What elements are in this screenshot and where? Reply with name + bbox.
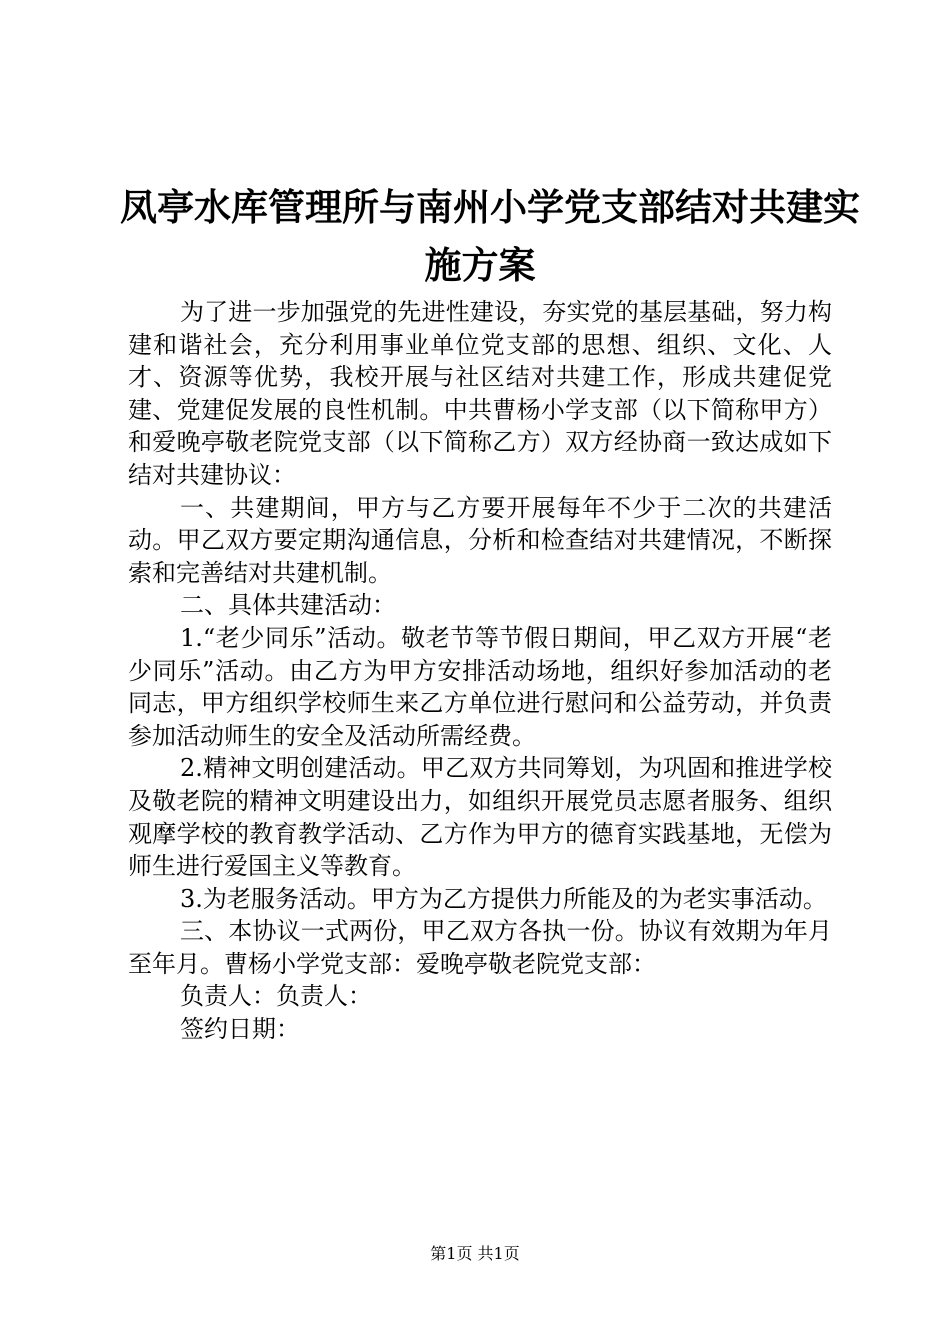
title-line-2: 施方案	[424, 243, 536, 287]
page-number-footer: 第1页 共1页	[430, 1244, 520, 1263]
responsible-person-line: 负责人：负责人：	[180, 982, 372, 1011]
clause-two-heading: 二、具体共建活动：	[180, 591, 396, 620]
activity-one-paragraph: 1.“老少同乐”活动。敬老节等节假日期间，甲乙双方开展“老少同乐”活动。由乙方为甲方安排活动场地，组织好参加活动的老同志，甲方组织学校师生来乙方单位进行慰问和公益劳动，并负责参加活动师生的安全及活动所需经费。	[128, 623, 832, 750]
clause-three-paragraph: 三、本协议一式两份，甲乙双方各执一份。协议有效期为年月至年月。曹杨小学党支部：爱晚亭敬老院党支部：	[128, 917, 832, 978]
intro-paragraph: 为了进一步加强党的先进性建设，夯实党的基层基础，努力构建和谐社会，充分利用事业单位党支部的思想、组织、文化、人才、资源等优势，我校开展与社区结对共建工作，形成共建促党建、党建促发展的良性机制。中共曹杨小学支部（以下简称甲方）和爱晚亭敬老院党支部（以下简称乙方）双方经协商一致达成如下结对共建协议：	[128, 298, 832, 489]
activity-two-paragraph: 2.精神文明创建活动。甲乙双方共同筹划，为巩固和推进学校及敬老院的精神文明建设出力，如组织开展党员志愿者服务、组织观摩学校的教育教学活动、乙方作为甲方的德育实践基地，无偿为师生进行爱国主义等教育。	[128, 754, 832, 881]
activity-three-paragraph: 3.为老服务活动。甲方为乙方提供力所能及的为老实事活动。	[180, 884, 827, 913]
signing-date-line: 签约日期：	[180, 1015, 300, 1044]
document-title	[120, 178, 860, 294]
document-body	[128, 296, 832, 1046]
title-line-1: 凤亭水库管理所与南州小学党支部结对共建实	[120, 185, 860, 229]
clause-one-paragraph: 一、共建期间，甲方与乙方要开展每年不少于二次的共建活动。甲乙双方要定期沟通信息，分析和检查结对共建情况，不断探索和完善结对共建机制。	[128, 493, 832, 587]
